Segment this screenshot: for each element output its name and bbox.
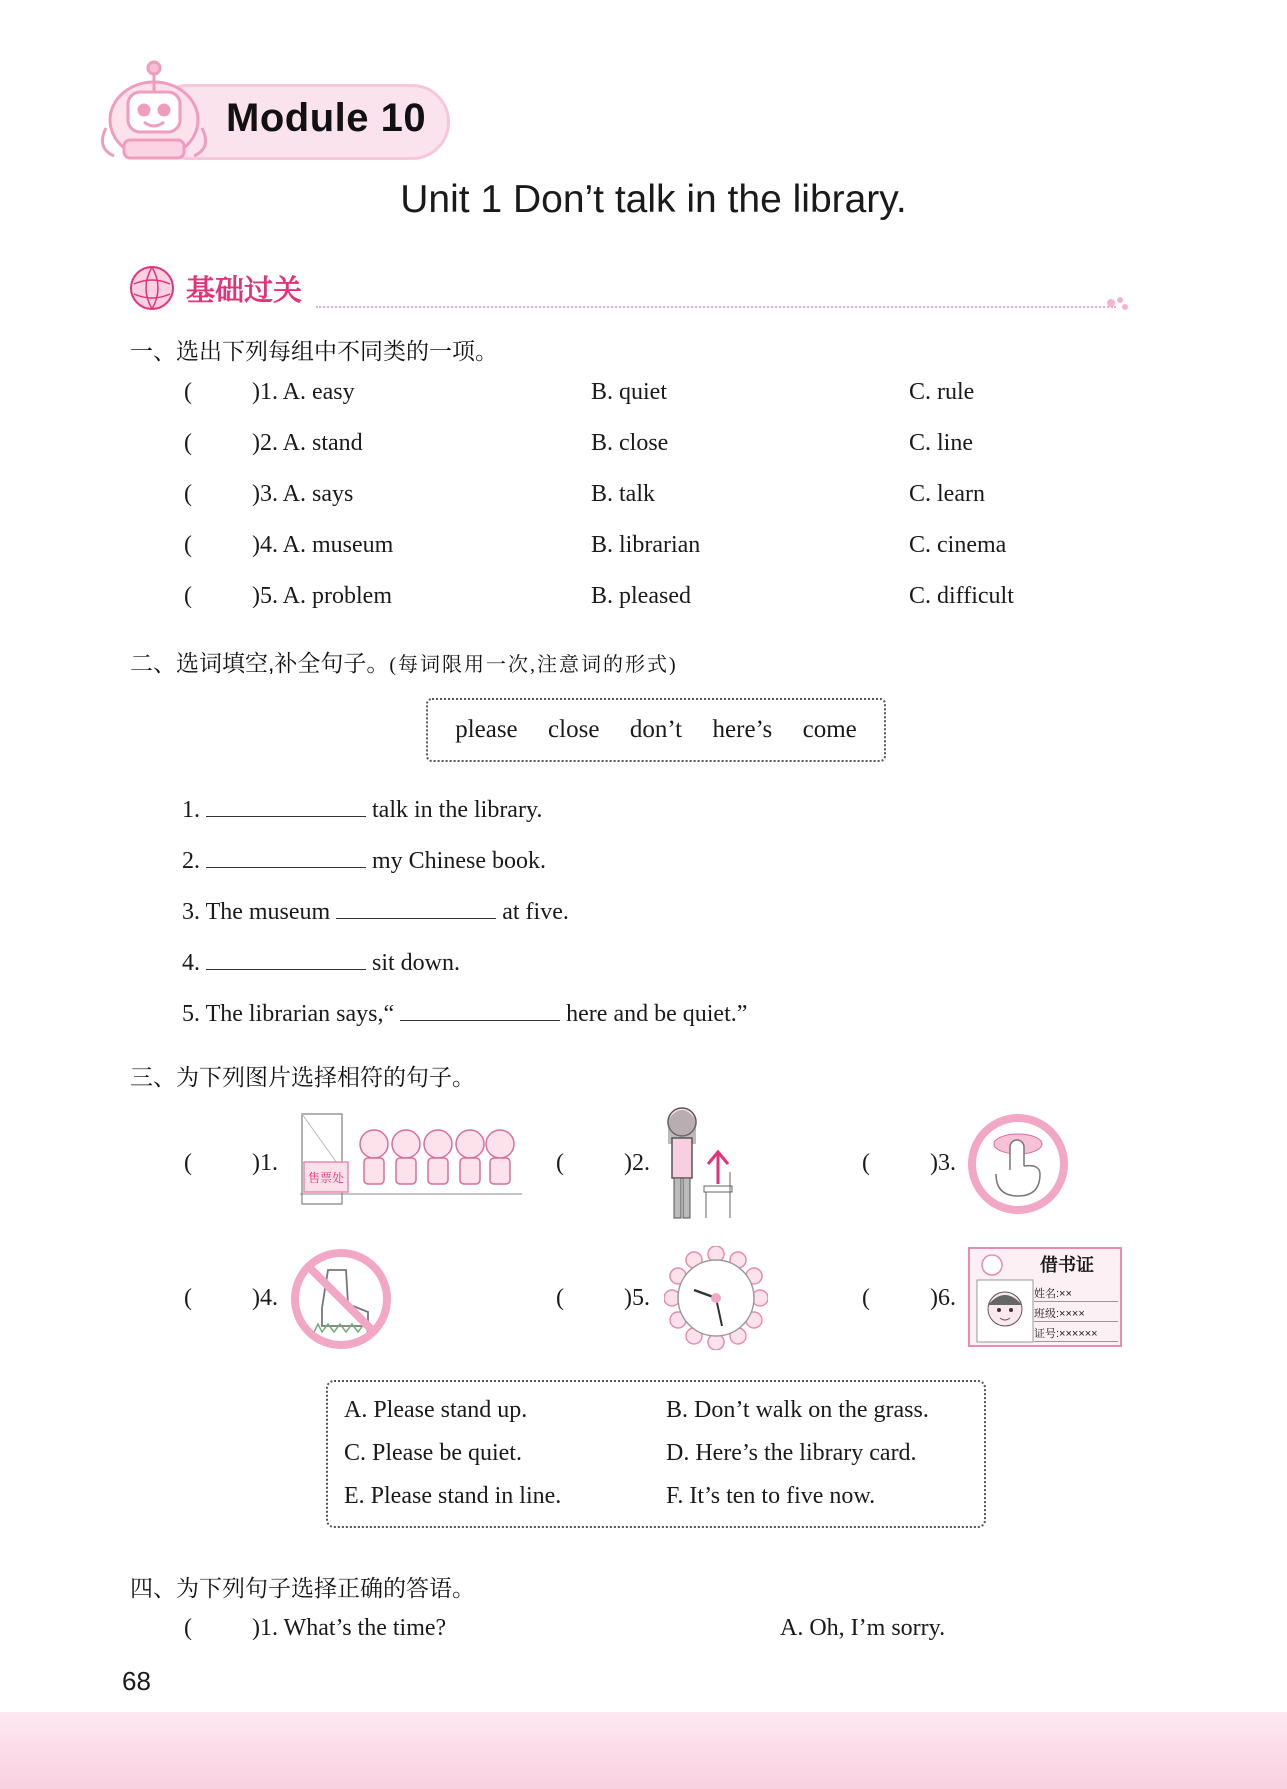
- module-title: Module 10: [226, 96, 427, 140]
- picture-label-6: )6.: [930, 1285, 956, 1311]
- word-bank-item: here’s: [712, 716, 773, 743]
- ticket-sign-text: 售票处: [308, 1171, 345, 1185]
- dots-decoration-icon: [1106, 294, 1130, 312]
- word-bank-item: close: [548, 716, 600, 743]
- answer-paren[interactable]: (: [184, 1285, 192, 1311]
- globe-icon: [128, 264, 176, 312]
- item-1-b: B. quiet: [591, 379, 667, 405]
- choice-c: C. Please be quiet.: [344, 1440, 522, 1466]
- fill-sentence-3: [182, 895, 569, 926]
- item-2-c: C. line: [909, 430, 973, 456]
- sentence-suffix: sit down.: [372, 950, 461, 976]
- answer-paren[interactable]: (: [184, 532, 192, 558]
- card-title: 借书证: [1040, 1255, 1094, 1275]
- item-5-b: B. pleased: [591, 583, 691, 609]
- item-3-b: B. talk: [591, 481, 655, 507]
- section-divider: [316, 306, 1116, 308]
- item-1-c: C. rule: [909, 379, 975, 405]
- robot-mascot-icon: [84, 58, 224, 166]
- answer-paren[interactable]: (: [184, 379, 192, 405]
- card-name: 姓名:××: [1034, 1285, 1118, 1302]
- sentence-suffix: at five.: [502, 899, 569, 925]
- item-2-b: B. close: [591, 430, 669, 456]
- answer-paren[interactable]: (: [862, 1150, 870, 1176]
- answer-blank[interactable]: [206, 793, 366, 817]
- item-5-c: C. difficult: [909, 583, 1014, 609]
- part2-note: (每词限用一次,注意词的形式): [389, 654, 678, 676]
- card-class: 班级:××××: [1034, 1305, 1118, 1322]
- sentence-suffix: my Chinese book.: [372, 848, 546, 874]
- sentence-prefix: 4.: [182, 950, 200, 976]
- standing-girl-icon: [660, 1104, 736, 1224]
- library-card: [968, 1247, 1122, 1347]
- answer-paren[interactable]: (: [184, 583, 192, 609]
- card-id: 证号:××××××: [1034, 1325, 1118, 1342]
- page-number: 68: [122, 1666, 151, 1696]
- answer-blank[interactable]: [336, 895, 496, 919]
- fill-sentence-5: [182, 997, 747, 1028]
- choice-a: A. Please stand up.: [344, 1397, 528, 1423]
- sentence-prefix: 5. The librarian says,“: [182, 1001, 395, 1027]
- boy-photo-icon: [976, 1279, 1034, 1343]
- fill-sentence-1: [182, 793, 542, 824]
- answer-paren[interactable]: (: [184, 1615, 192, 1641]
- part4-question-1: )1. What’s the time?: [252, 1615, 447, 1641]
- part2-title: [130, 645, 678, 678]
- quiet-finger-icon: [966, 1112, 1070, 1216]
- footer-band: [0, 1712, 1287, 1789]
- item-1-a: )1. A. easy: [252, 379, 355, 405]
- sentence-suffix: here and be quiet.”: [566, 1001, 748, 1027]
- fill-sentence-2: [182, 844, 546, 875]
- item-4-a: )4. A. museum: [252, 532, 394, 558]
- answer-paren[interactable]: (: [184, 1150, 192, 1176]
- part2-title-text: 二、选词填空,补全句子。: [130, 650, 390, 676]
- part4-answer-a: A. Oh, I’m sorry.: [780, 1615, 946, 1641]
- item-2-a: )2. A. stand: [252, 430, 363, 456]
- choice-d: D. Here’s the library card.: [666, 1440, 917, 1466]
- sentence-prefix: 2.: [182, 848, 200, 874]
- picture-label-3: )3.: [930, 1150, 956, 1176]
- item-3-a: )3. A. says: [252, 481, 354, 507]
- answer-paren[interactable]: (: [184, 430, 192, 456]
- clock-icon: [664, 1246, 768, 1350]
- sentence-suffix: talk in the library.: [372, 797, 543, 823]
- part4-title: 四、为下列句子选择正确的答语。: [130, 1575, 475, 1601]
- item-4-b: B. librarian: [591, 532, 701, 558]
- fill-sentence-4: [182, 946, 460, 977]
- sentence-prefix: 3. The museum: [182, 899, 331, 925]
- picture-label-4: )4.: [252, 1285, 278, 1311]
- unit-title: Unit 1 Don’t talk in the library.: [400, 178, 907, 221]
- word-bank-item: please: [455, 716, 518, 743]
- word-bank-item: come: [802, 716, 857, 743]
- item-5-a: )5. A. problem: [252, 583, 392, 609]
- answer-paren[interactable]: (: [556, 1285, 564, 1311]
- sentence-prefix: 1.: [182, 797, 200, 823]
- part3-title: 三、为下列图片选择相符的句子。: [130, 1064, 475, 1090]
- item-4-c: C. cinema: [909, 532, 1007, 558]
- no-walking-grass-icon: [288, 1246, 394, 1352]
- answer-paren[interactable]: (: [556, 1150, 564, 1176]
- picture-label-5: )5.: [624, 1285, 650, 1311]
- queue-picture-icon: [300, 1110, 522, 1210]
- picture-label-1: )1.: [252, 1150, 278, 1176]
- answer-paren[interactable]: (: [862, 1285, 870, 1311]
- answer-blank[interactable]: [400, 997, 560, 1021]
- card-emblem-icon: [980, 1253, 1004, 1277]
- choice-e: E. Please stand in line.: [344, 1483, 562, 1509]
- part1-title: 一、选出下列每组中不同类的一项。: [130, 338, 498, 364]
- picture-label-2: )2.: [624, 1150, 650, 1176]
- answer-blank[interactable]: [206, 844, 366, 868]
- answer-blank[interactable]: [206, 946, 366, 970]
- answer-paren[interactable]: (: [184, 481, 192, 507]
- word-bank: [426, 698, 886, 762]
- choice-f: F. It’s ten to five now.: [666, 1483, 876, 1509]
- item-3-c: C. learn: [909, 481, 985, 507]
- choice-b: B. Don’t walk on the grass.: [666, 1397, 929, 1423]
- word-bank-item: don’t: [629, 716, 683, 743]
- section-heading: 基础过关: [186, 275, 303, 307]
